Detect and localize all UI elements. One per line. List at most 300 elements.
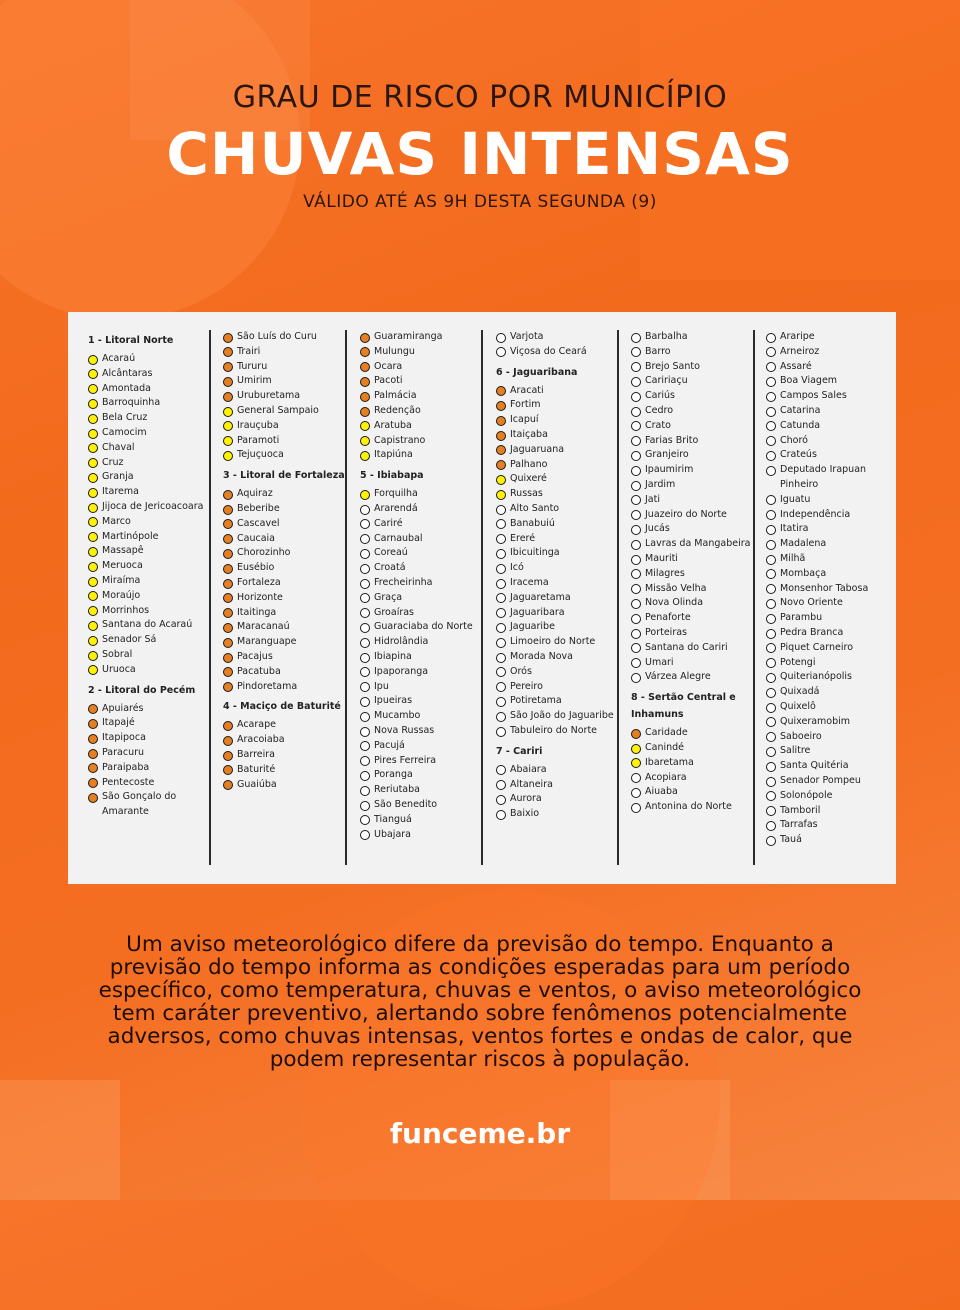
municipality-name: Frecheirinha xyxy=(374,576,433,588)
municipality-item xyxy=(360,591,488,606)
region-heading: 6 - Jaguaribana xyxy=(496,366,578,378)
municipality-name: Aquiraz xyxy=(237,488,273,500)
risk-level-dot xyxy=(223,638,233,648)
municipality-item xyxy=(496,576,624,591)
risk-level-dot xyxy=(766,747,776,757)
municipality-name: Itatira xyxy=(780,523,809,535)
risk-level-dot xyxy=(766,333,776,343)
municipality-name: Guaraciaba do Norte xyxy=(374,621,473,633)
municipality-name: Guaramiranga xyxy=(374,331,443,342)
risk-level-dot xyxy=(88,562,98,572)
risk-level-dot xyxy=(223,549,233,559)
municipality-item xyxy=(360,783,488,798)
municipality-item xyxy=(360,754,488,769)
municipality-item xyxy=(631,656,759,671)
risk-level-dot xyxy=(223,751,233,761)
risk-level-dot xyxy=(223,765,233,775)
municipality-name: Abaiara xyxy=(510,763,547,775)
municipality-name: Ereré xyxy=(510,532,536,544)
risk-level-dot xyxy=(360,333,370,343)
risk-level-dot xyxy=(223,519,233,529)
municipality-name: Uruoca xyxy=(102,663,136,675)
municipality-name: Jaguaruana xyxy=(510,443,565,455)
municipality-name: Pedra Branca xyxy=(780,626,844,638)
municipality-name: Santa Quitéria xyxy=(780,760,849,772)
municipality-name: Mulungu xyxy=(374,345,415,357)
municipality-column xyxy=(88,330,216,820)
municipality-item xyxy=(631,463,759,478)
municipality-name: Cariús xyxy=(645,390,675,402)
municipality-item xyxy=(766,508,894,523)
municipality-item xyxy=(360,546,488,561)
risk-level-dot xyxy=(88,547,98,557)
municipality-name: Paramoti xyxy=(237,434,280,446)
municipality-item xyxy=(360,680,488,695)
municipality-item xyxy=(360,487,488,502)
municipality-name: Juazeiro do Norte xyxy=(645,508,727,520)
municipality-name: Camocim xyxy=(102,426,147,438)
municipality-item xyxy=(766,833,894,848)
risk-level-dot xyxy=(360,682,370,692)
municipality-item xyxy=(88,761,216,776)
risk-level-dot xyxy=(631,451,641,461)
municipality-item xyxy=(496,345,624,360)
municipality-name: Baturité xyxy=(237,763,276,775)
municipality-item xyxy=(766,330,894,345)
risk-level-dot xyxy=(223,490,233,500)
risk-level-dot xyxy=(766,703,776,713)
risk-level-dot xyxy=(223,564,233,574)
municipality-item xyxy=(223,546,351,561)
municipality-name: Barbalha xyxy=(645,331,688,342)
risk-level-dot xyxy=(496,416,506,426)
municipality-name: Caridade xyxy=(645,727,688,739)
risk-level-dot xyxy=(223,505,233,515)
municipality-name: Moraújo xyxy=(102,589,141,601)
risk-level-dot xyxy=(766,421,776,431)
municipality-name: Reriutaba xyxy=(374,784,420,796)
municipality-name: São João do Jaguaribe xyxy=(510,710,614,722)
municipality-item xyxy=(631,537,759,552)
risk-level-dot xyxy=(631,729,641,739)
risk-level-dot xyxy=(766,658,776,668)
risk-level-dot xyxy=(766,362,776,372)
risk-level-dot xyxy=(496,333,506,343)
risk-level-dot xyxy=(360,830,370,840)
risk-level-dot xyxy=(360,667,370,677)
municipality-item xyxy=(496,487,624,502)
municipality-name: Tianguá xyxy=(374,813,412,825)
municipality-name: Aracati xyxy=(510,384,544,396)
municipality-item xyxy=(631,596,759,611)
municipality-item xyxy=(631,448,759,463)
municipality-name: Ibicuitinga xyxy=(510,547,560,559)
municipality-item xyxy=(88,790,216,820)
municipality-name: Cruz xyxy=(102,456,124,468)
risk-level-dot xyxy=(766,821,776,831)
municipality-item xyxy=(88,589,216,604)
municipality-name: Icó xyxy=(510,562,524,574)
risk-level-dot xyxy=(360,490,370,500)
municipality-name: Chaval xyxy=(102,441,135,453)
municipality-item xyxy=(223,448,351,463)
municipality-name: Santana do Cariri xyxy=(645,641,728,653)
municipality-name: Acopiara xyxy=(645,771,687,783)
municipality-item xyxy=(360,576,488,591)
municipality-name: Mucambo xyxy=(374,710,421,722)
municipality-name: Miraíma xyxy=(102,574,141,586)
municipality-name: Barreira xyxy=(237,748,275,760)
risk-level-dot xyxy=(631,525,641,535)
risk-level-dot xyxy=(88,414,98,424)
risk-level-dot xyxy=(88,719,98,729)
municipality-name: Monsenhor Tabosa xyxy=(780,582,869,594)
municipality-item xyxy=(360,330,488,345)
municipality-name: Pacajus xyxy=(237,650,273,662)
municipality-name: Quixeramobim xyxy=(780,715,851,727)
municipality-item xyxy=(631,345,759,360)
risk-level-dot xyxy=(631,407,641,417)
municipality-name: Poranga xyxy=(374,769,413,781)
municipality-name: Viçosa do Ceará xyxy=(510,345,587,357)
risk-level-dot xyxy=(496,682,506,692)
municipality-item xyxy=(631,567,759,582)
municipality-item xyxy=(766,730,894,745)
municipality-item xyxy=(631,670,759,685)
municipality-item xyxy=(223,733,351,748)
municipality-item xyxy=(360,620,488,635)
risk-level-dot xyxy=(496,810,506,820)
municipality-name: Aracoiaba xyxy=(237,734,285,746)
municipality-name: Iracema xyxy=(510,576,549,588)
municipality-item xyxy=(631,493,759,508)
municipality-item xyxy=(88,663,216,678)
municipality-item xyxy=(88,559,216,574)
municipality-name: Milhã xyxy=(780,552,806,564)
risk-level-dot xyxy=(631,569,641,579)
municipality-name: Crato xyxy=(645,419,671,431)
municipality-name: Alcântaras xyxy=(102,367,153,379)
municipality-item xyxy=(496,517,624,532)
risk-level-dot xyxy=(496,780,506,790)
municipality-item xyxy=(360,532,488,547)
municipality-item xyxy=(766,345,894,360)
municipality-name: Barro xyxy=(645,345,671,357)
municipality-name: Antonina do Norte xyxy=(645,801,732,813)
municipality-item xyxy=(360,345,488,360)
risk-level-dot xyxy=(766,407,776,417)
risk-level-dot xyxy=(360,362,370,372)
municipality-name: Altaneira xyxy=(510,778,553,790)
municipality-name: Deputado Irapuan Pinheiro xyxy=(780,464,867,490)
municipality-item xyxy=(631,641,759,656)
municipality-column xyxy=(631,330,759,815)
risk-level-dot xyxy=(631,377,641,387)
municipality-name: Itapajé xyxy=(102,717,135,729)
municipality-item xyxy=(223,487,351,502)
municipality-name: Sobral xyxy=(102,648,133,660)
municipality-item xyxy=(631,330,759,345)
municipality-item xyxy=(631,360,759,375)
municipality-name: Porteiras xyxy=(645,626,687,638)
municipality-name: Maranguape xyxy=(237,636,297,648)
municipality-item xyxy=(223,419,351,434)
municipality-item xyxy=(223,680,351,695)
municipality-item xyxy=(360,360,488,375)
municipality-name: Maracanaú xyxy=(237,621,290,633)
municipality-name: Penaforte xyxy=(645,612,691,624)
risk-level-dot xyxy=(766,629,776,639)
risk-level-dot xyxy=(223,407,233,417)
municipality-item xyxy=(766,552,894,567)
risk-level-dot xyxy=(631,803,641,813)
municipality-name: Potiretama xyxy=(510,695,562,707)
risk-level-dot xyxy=(88,503,98,513)
municipality-item xyxy=(223,389,351,404)
municipality-item xyxy=(631,626,759,641)
risk-level-dot xyxy=(631,362,641,372)
municipality-name: Itarema xyxy=(102,486,139,498)
risk-level-dot xyxy=(766,836,776,846)
municipality-item xyxy=(88,618,216,633)
risk-level-dot xyxy=(631,658,641,668)
municipality-name: Solonópole xyxy=(780,789,833,801)
municipality-item xyxy=(360,448,488,463)
risk-level-dot xyxy=(223,653,233,663)
risk-level-dot xyxy=(223,347,233,357)
municipality-name: Umirim xyxy=(237,375,272,387)
municipality-item xyxy=(496,398,624,413)
risk-level-dot xyxy=(631,555,641,565)
municipality-item xyxy=(631,771,759,786)
risk-level-dot xyxy=(496,623,506,633)
municipality-item xyxy=(360,389,488,404)
municipality-name: Cedro xyxy=(645,404,674,416)
municipality-item xyxy=(360,606,488,621)
municipality-name: Forquilha xyxy=(374,488,418,500)
risk-level-dot xyxy=(360,653,370,663)
municipality-name: Morada Nova xyxy=(510,650,573,662)
municipality-name: Tejuçuoca xyxy=(237,449,284,461)
municipality-name: Morrinhos xyxy=(102,604,150,616)
municipality-name: Pentecoste xyxy=(102,776,155,788)
municipality-item xyxy=(360,665,488,680)
municipality-name: Mauriti xyxy=(645,552,678,564)
municipality-name: Itapipoca xyxy=(102,732,146,744)
municipality-item xyxy=(360,768,488,783)
municipality-name: Trairi xyxy=(237,345,261,357)
risk-level-dot xyxy=(496,795,506,805)
municipality-name: Saboeiro xyxy=(780,730,822,742)
risk-level-dot xyxy=(88,793,98,803)
risk-level-dot xyxy=(88,651,98,661)
municipality-item xyxy=(88,716,216,731)
municipality-item xyxy=(766,434,894,449)
risk-level-dot xyxy=(496,549,506,559)
municipality-item xyxy=(766,626,894,641)
municipality-item xyxy=(360,404,488,419)
municipality-item xyxy=(631,374,759,389)
risk-level-dot xyxy=(88,369,98,379)
municipality-item xyxy=(88,382,216,397)
municipality-name: Alto Santo xyxy=(510,502,560,514)
risk-level-dot xyxy=(766,791,776,801)
risk-level-dot xyxy=(88,606,98,616)
risk-level-dot xyxy=(360,579,370,589)
risk-level-dot xyxy=(360,564,370,574)
risk-level-dot xyxy=(88,488,98,498)
municipality-name: Ibaretama xyxy=(645,756,694,768)
municipality-name: Chorozinho xyxy=(237,547,291,559)
municipality-risk-table xyxy=(68,312,896,884)
municipality-item xyxy=(360,635,488,650)
municipality-column xyxy=(766,330,894,848)
risk-level-dot xyxy=(496,490,506,500)
municipality-item xyxy=(360,419,488,434)
risk-level-dot xyxy=(631,347,641,357)
risk-level-dot xyxy=(360,638,370,648)
municipality-item xyxy=(631,785,759,800)
municipality-name: Pereiro xyxy=(510,680,543,692)
risk-level-dot xyxy=(88,763,98,773)
municipality-name: Fortaleza xyxy=(237,576,281,588)
municipality-name: Tabuleiro do Norte xyxy=(510,724,598,736)
municipality-name: Pacujá xyxy=(374,739,405,751)
municipality-item xyxy=(223,635,351,650)
municipality-name: Itapiúna xyxy=(374,449,413,461)
risk-level-dot xyxy=(766,717,776,727)
risk-level-dot xyxy=(88,734,98,744)
municipality-name: Assaré xyxy=(780,360,812,372)
risk-level-dot xyxy=(631,744,641,754)
municipality-item xyxy=(496,606,624,621)
municipality-name: Milagres xyxy=(645,567,685,579)
municipality-item xyxy=(88,648,216,663)
municipality-name: Tururu xyxy=(237,360,268,372)
municipality-name: Palhano xyxy=(510,458,548,470)
region-heading: 3 - Litoral de Fortaleza xyxy=(223,470,345,482)
risk-level-dot xyxy=(496,445,506,455)
municipality-name: Choró xyxy=(780,434,808,446)
municipality-name: Barroquinha xyxy=(102,397,161,409)
municipality-item xyxy=(360,828,488,843)
risk-level-dot xyxy=(88,429,98,439)
municipality-item xyxy=(88,746,216,761)
municipality-name: Jijoca de Jericoacoara xyxy=(102,500,204,512)
municipality-item xyxy=(223,561,351,576)
municipality-name: Icapuí xyxy=(510,414,539,426)
municipality-item xyxy=(766,700,894,715)
municipality-name: Palmácia xyxy=(374,390,417,402)
municipality-item xyxy=(631,611,759,626)
municipality-name: São Luís do Curu xyxy=(237,331,317,342)
municipality-name: Granjeiro xyxy=(645,449,689,461)
municipality-item xyxy=(88,367,216,382)
risk-level-dot xyxy=(766,732,776,742)
risk-level-dot xyxy=(496,653,506,663)
municipality-name: Eusébio xyxy=(237,562,275,574)
municipality-item xyxy=(496,724,624,739)
risk-level-dot xyxy=(496,505,506,515)
risk-level-dot xyxy=(88,458,98,468)
municipality-item xyxy=(631,741,759,756)
municipality-item xyxy=(631,419,759,434)
municipality-item xyxy=(223,404,351,419)
risk-level-dot xyxy=(360,377,370,387)
risk-level-dot xyxy=(360,712,370,722)
municipality-name: Capistrano xyxy=(374,434,426,446)
municipality-name: Jardim xyxy=(645,478,676,490)
municipality-item xyxy=(631,478,759,493)
risk-level-dot xyxy=(223,667,233,677)
risk-level-dot xyxy=(88,636,98,646)
risk-level-dot xyxy=(88,355,98,365)
municipality-item xyxy=(631,726,759,741)
municipality-item xyxy=(88,500,216,515)
municipality-item xyxy=(88,515,216,530)
municipality-name: Baixio xyxy=(510,808,540,820)
municipality-item xyxy=(223,778,351,793)
municipality-name: Jati xyxy=(645,493,660,505)
municipality-item xyxy=(766,641,894,656)
municipality-item xyxy=(360,739,488,754)
risk-level-dot xyxy=(88,473,98,483)
risk-level-dot xyxy=(496,638,506,648)
municipality-item xyxy=(223,620,351,635)
municipality-name: Coreaú xyxy=(374,547,408,559)
municipality-item xyxy=(496,709,624,724)
municipality-name: Jaguaretama xyxy=(510,591,571,603)
municipality-item xyxy=(223,665,351,680)
risk-level-dot xyxy=(360,697,370,707)
municipality-item xyxy=(496,778,624,793)
risk-level-dot xyxy=(88,621,98,631)
risk-level-dot xyxy=(766,510,776,520)
risk-level-dot xyxy=(360,741,370,751)
risk-level-dot xyxy=(223,579,233,589)
risk-level-dot xyxy=(360,756,370,766)
risk-level-dot xyxy=(766,584,776,594)
municipality-name: Acaraú xyxy=(102,353,136,364)
municipality-item xyxy=(496,792,624,807)
municipality-item xyxy=(223,517,351,532)
risk-level-dot xyxy=(88,517,98,527)
risk-level-dot xyxy=(223,623,233,633)
municipality-name: Apuiarés xyxy=(102,702,144,714)
risk-level-dot xyxy=(766,347,776,357)
municipality-item xyxy=(360,724,488,739)
risk-level-dot xyxy=(88,443,98,453)
municipality-name: Horizonte xyxy=(237,591,283,603)
municipality-item xyxy=(360,798,488,813)
municipality-item xyxy=(766,582,894,597)
municipality-name: Orós xyxy=(510,665,532,677)
municipality-name: Redenção xyxy=(374,404,421,416)
municipality-name: Madalena xyxy=(780,538,827,550)
municipality-name: Beberibe xyxy=(237,502,280,514)
municipality-name: Umari xyxy=(645,656,674,668)
municipality-item xyxy=(496,620,624,635)
municipality-name: Fortim xyxy=(510,399,541,411)
municipality-item xyxy=(631,389,759,404)
municipality-item xyxy=(223,330,351,345)
municipality-item xyxy=(223,502,351,517)
risk-level-dot xyxy=(88,704,98,714)
municipality-name: Mombaça xyxy=(780,567,827,579)
risk-level-dot xyxy=(496,564,506,574)
risk-level-dot xyxy=(223,736,233,746)
risk-level-dot xyxy=(631,758,641,768)
